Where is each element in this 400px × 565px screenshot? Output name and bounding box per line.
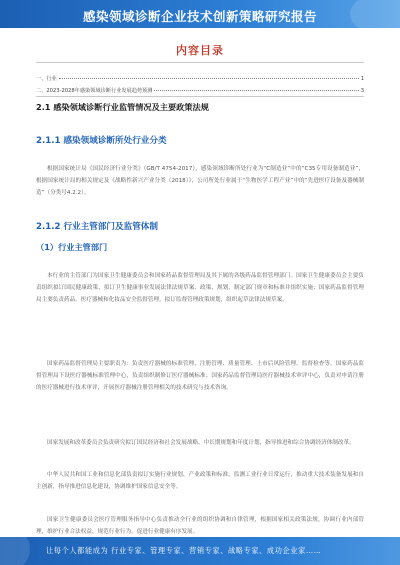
toc-entry-page: 3 [360, 87, 364, 94]
body-paragraph: 国家发展和改革委员会负责研究拟订国民经济和社会发展战略、中长期规划和年度计划，指导推进和综合协调经济体制改革。 [47, 439, 355, 446]
body-paragraph: 本行业的主管部门为国家卫生健康委员会和国家药品监督管理局及其下属的各级药品监督管理部门。国家卫生健康委员会主要负责组织拟订国民健康政策，拟订卫生健康事业发展法律法规草案、政策、规划，制定部门规章和标准并组织实施；国家药品监督管理局主要负责药品、医疗器械和化妆品安全监督管理，拟订监督管理政策规划，组织起草法律法规草案。 [36, 272, 364, 304]
toc-leader-dots [59, 77, 359, 79]
subsection-heading: （1）行业主管部门 [36, 242, 108, 252]
toc-entry-label: 二、2023-2028年感染领域诊断行业发展趋势预测 [36, 88, 153, 94]
report-title: 感染领域诊断企业技术创新策略研究报告 [82, 9, 317, 24]
body-paragraph: 中华人民共和国工业和信息化部负责拟订实施行业规划、产业政策和标准，监测工业行业日常运行，推动重大技术装备发展和自主创新，指导推进信息化建设，协调维护国家信息安全等。 [36, 471, 364, 490]
footer-decoration [0, 537, 30, 565]
report-footer [0, 537, 400, 565]
toc-divider-bottom [36, 96, 364, 97]
toc-entry[interactable] [36, 87, 364, 94]
toc-title: 内容目录 [176, 44, 224, 57]
body-paragraph: 国家卫生健康委员会医疗管理服务指导中心负责推动全行业的组织协调和自律管理，根据国家相关政策法规，协调行业内部管理，维护行业合法权益，规范行业行为，促进行业健康有序发展。 [36, 516, 364, 535]
toc-divider-top [36, 62, 364, 63]
toc-entry[interactable] [36, 75, 364, 82]
body-paragraph: 国家药品监督管理局主要职责为：负责医疗器械的标准管理、注册管理、质量管理、上市后风险管理、监督检查等。国家药品监督管理局下设医疗器械标准管理中心，负责组织制修订医疗器械标准；国家药品监督管理局医疗器械技术审评中心，负责对申请注册的医疗器械进行技术审评，开展医疗器械注册管理相关的技术研究与技术咨询。 [36, 360, 364, 392]
report-header [0, 0, 400, 28]
section-heading-2-1: 2.1 感染领域诊断行业监管情况及主要政策法规 [36, 102, 209, 112]
toc-leader-dots [154, 89, 358, 91]
section-heading-2-1-2: 2.1.2 行业主管部门及监管体制 [36, 222, 158, 232]
section-heading-2-1-1: 2.1.1 感染领域诊断所处行业分类 [36, 136, 167, 146]
toc-entry-page: 1 [360, 75, 364, 82]
footer-slogan: 让每个人都能成为 行业专家、管理专家、营销专家、战略专家、成功企业家…… [46, 546, 322, 555]
body-paragraph: 根据国家统计局《国民经济行业分类》（GB/T 4754-2017），感染领域诊断所处行业为“C制造业”中的“C35专用设备制造业”，根据国家统计局的相关规定及《战略性新兴产业分类（2018）》，公司所处行业属于“生物医学工程产业”中的“先进医疗设备及器械制造”（分类号4.2.2）。 [36, 165, 364, 197]
toc-entry-label: 一、行业 [36, 76, 57, 82]
